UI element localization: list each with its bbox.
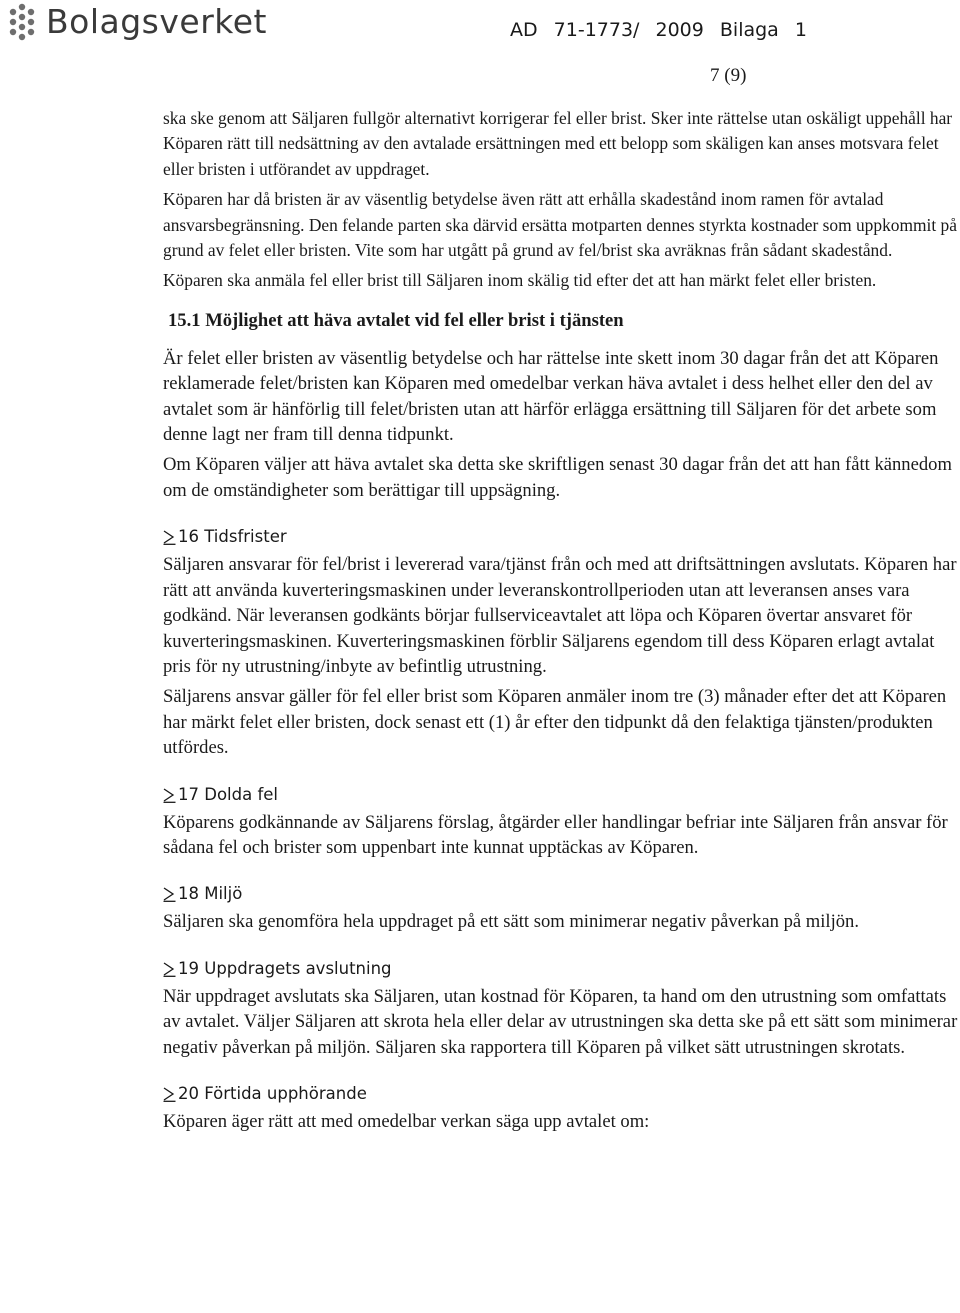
bolagsverket-logo-icon [2, 2, 42, 42]
section-20-heading-text: 20 Förtida upphörande [178, 1083, 367, 1103]
heading-marker-icon [163, 529, 176, 545]
section-17-heading [163, 783, 960, 807]
page-header [0, 0, 960, 86]
intro-paragraph-3: Köparen ska anmäla fel eller brist till Säljaren inom skälig tid efter det att han märkt felet eller bristen. [163, 270, 877, 291]
section-15-1-paragraph-1: Är felet eller bristen av väsentlig betydelse och har rättelse inte skett inom 30 dagar från det att Köparen reklamerade felet/bristen kan Köparen med omedelbar verkan häva avtalet i dess helhet eller den del av avtalet som är hänförlig till felet/bristen utan att härför erlägga ersättning till Säljaren för det arbete som denne lagt ner fram till denna tidpunkt. [163, 347, 939, 446]
logo [2, 2, 267, 42]
document-reference: AD 71-1773/ 2009 Bilaga 1 [510, 19, 807, 41]
section-19-heading-text: 19 Uppdragets avslutning [178, 958, 392, 978]
section-16-paragraph-1: Säljaren ansvarar för fel/brist i levererad vara/tjänst från och med att driftsättningen avslutats. Köparen har rätt att använda kuverteringsmaskinen under leveranskontrollperioden utan att leveransen anses vara godkänd. När leveransen godkänts börjar fullserviceavtalet att löpa och Köparen övertar ansvaret för kuverteringsmaskinen. Kuverteringsmaskinen förblir Säljarens egendom till dess Köparen erlagt avtalat pris för ny utrustning/inbyte av befintlig utrustning. [163, 554, 957, 677]
heading-marker-icon [163, 787, 176, 803]
section-16-heading-text: 16 Tidsfrister [178, 527, 287, 547]
page-number: 7 (9) [710, 65, 747, 86]
heading-marker-icon [163, 961, 176, 977]
section-18-paragraph-1: Säljaren ska genomföra hela uppdraget på ett sätt som minimerar negativ påverkan på miljön. [163, 911, 860, 933]
section-19-heading [163, 957, 960, 981]
section-18-heading [163, 882, 960, 906]
section-16-heading [163, 525, 960, 549]
section-15-1-heading: 15.1 Möjlighet att häva avtalet vid fel eller brist i tjänsten [168, 309, 624, 331]
intro-paragraph-1: ska ske genom att Säljaren fullgör alternativt korrigerar fel eller brist. Sker inte rättelse utan oskäligt uppehåll har Köparen rätt till nedsättning av den avtalade ersättningen med ett belopp som skäligen kan anses motsvara felet eller bristen i utförandet av uppdraget. [163, 108, 953, 179]
document-body [163, 106, 960, 1134]
section-15-1-paragraph-2: Om Köparen väljer att häva avtalet ska detta ske skriftligen senast 30 dagar från det att han fått kännedom om de omständigheter som berättigar till uppsägning. [163, 454, 952, 501]
heading-marker-icon [163, 1086, 176, 1102]
section-16-paragraph-2: Säljarens ansvar gäller för fel eller brist som Köparen anmäler inom tre (3) månader efter det att Köparen har märkt felet eller bristen, dock senast ett (1) år efter den tidpunkt då den felaktiga tjänsten/produkten utfördes. [163, 686, 947, 759]
intro-paragraph-2: Köparen har då bristen är av väsentlig betydelse även rätt att erhålla skadestånd inom ramen för avtalad ansvarsbegränsning. Den felande parten ska därvid ersätta motparten dennes styrkta kostnader som uppkommit på grund av felet eller bristen. Vite som har utgått på grund av fel/brist ska avräknas från sådant skadestånd. [163, 189, 957, 261]
section-20-paragraph-1: Köparen äger rätt att med omedelbar verkan säga upp avtalet om: [163, 1110, 650, 1132]
logo-text: Bolagsverket [46, 2, 267, 41]
heading-marker-icon [163, 886, 176, 902]
section-17-heading-text: 17 Dolda fel [178, 784, 278, 804]
section-20-heading [163, 1082, 960, 1106]
section-19-paragraph-1: När uppdraget avslutats ska Säljaren, utan kostnad för Köparen, ta hand om den utrustning som omfattats av avtalet. Väljer Säljaren att skrota hela eller delar av utrustningen ska detta ske på ett sätt som minimerar negativ påverkan på miljön. Säljaren ska rapportera till Köparen på vilket sätt utrustningen skrotats. [163, 985, 958, 1058]
section-17-paragraph-1: Köparens godkännande av Säljarens förslag, åtgärder eller handlingar befriar inte Säljaren från ansvar för sådana fel och brister som uppenbart inte kunnat upptäckas av Köparen. [163, 811, 948, 858]
section-18-heading-text: 18 Miljö [178, 884, 243, 904]
